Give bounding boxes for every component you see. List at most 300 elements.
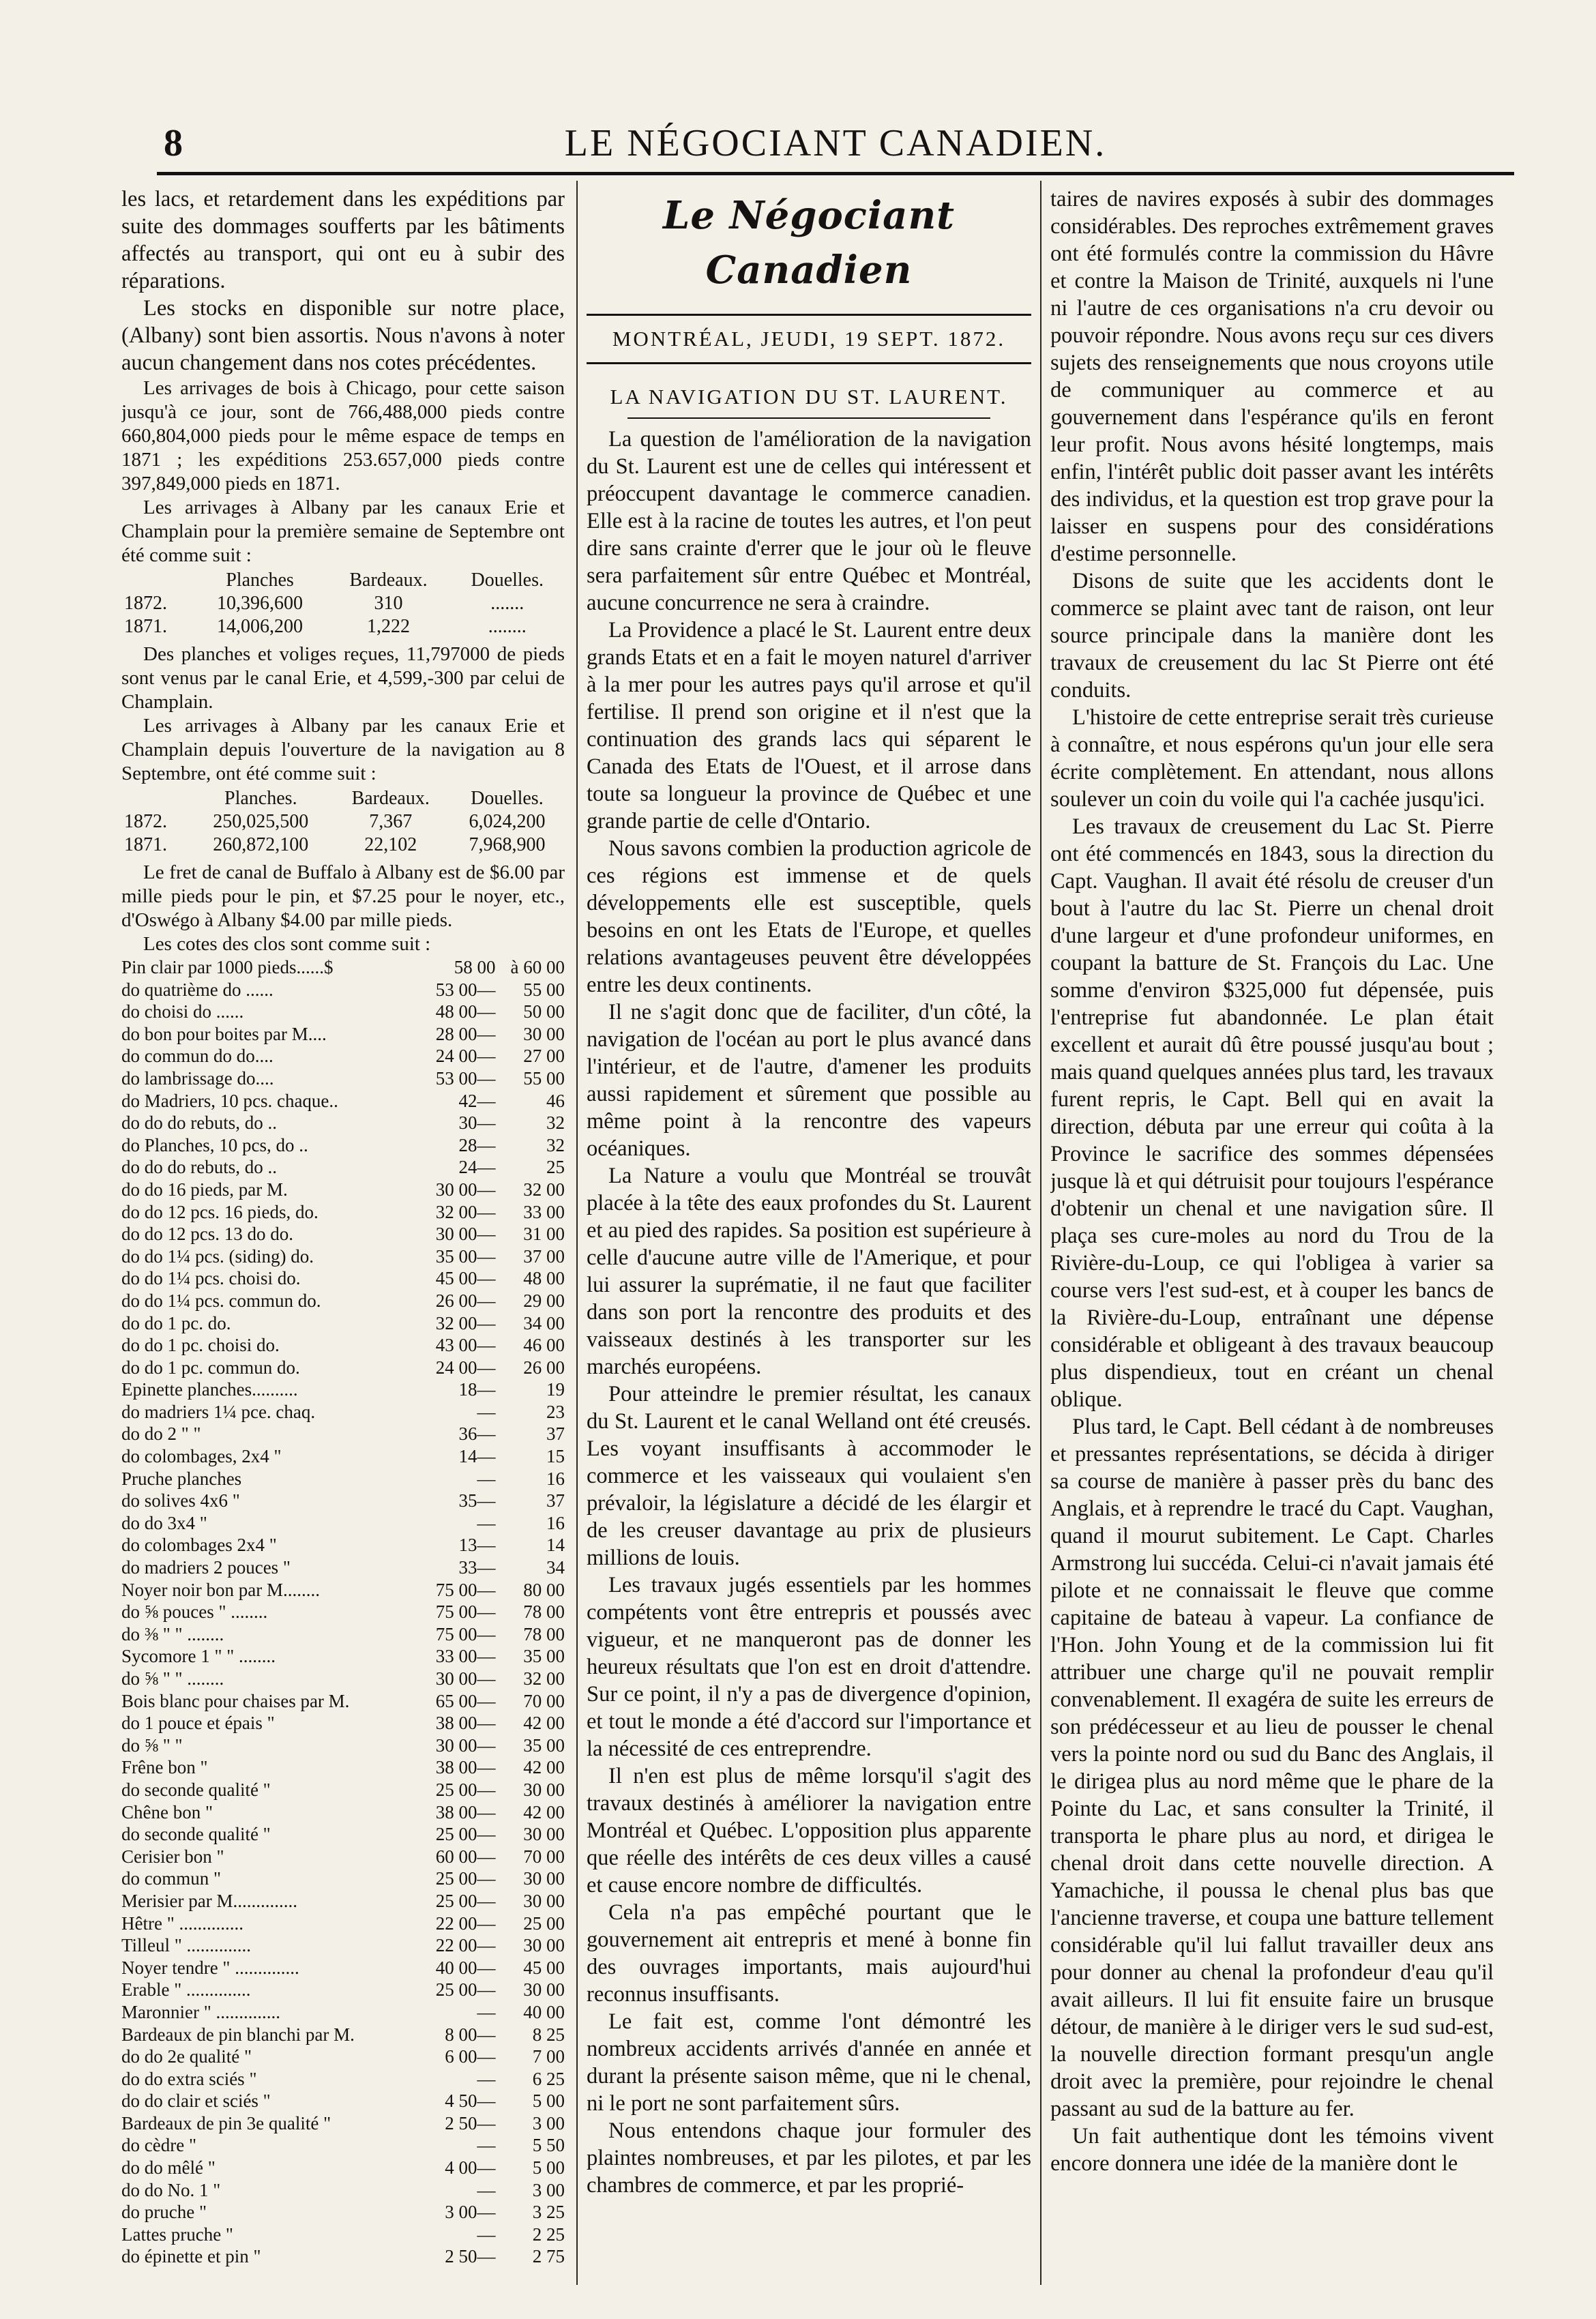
- price-item: do do 1¼ pcs. commun do.: [121, 1290, 321, 1311]
- editorial-column: [587, 186, 1031, 2279]
- price-item: do madriers 2 pouces ": [121, 1557, 291, 1578]
- running-title: LE NÉGOCIANT CANADIEN.: [564, 122, 1107, 164]
- price-item: Bois blanc pour chaises par M.: [121, 1690, 350, 1711]
- price-row: [121, 1934, 565, 1957]
- price-low: 40 00—: [435, 1957, 496, 1978]
- price-low: 42—: [458, 1090, 496, 1111]
- table-cell: .......: [490, 593, 524, 614]
- table-header: Bardeaux.: [349, 570, 428, 591]
- price-high: 35 00: [523, 1734, 565, 1756]
- price-item: Hêtre " ..............: [121, 1912, 243, 1934]
- price-item: do do 12 pcs. 16 pieds, do.: [121, 1201, 319, 1222]
- price-high: 27 00: [523, 1046, 565, 1067]
- price-high: 30 00: [523, 1824, 565, 1845]
- table-cell: 250,025,500: [213, 811, 309, 832]
- price-low: 30 00—: [435, 1179, 496, 1200]
- price-item: do commun do do....: [121, 1046, 274, 1067]
- price-item: do do extra sciés ": [121, 2068, 257, 2089]
- price-row: [121, 1556, 565, 1579]
- table-cell: 1871.: [124, 834, 167, 855]
- price-low: 53 00—: [435, 979, 496, 1000]
- price-item: do solives 4x6 ": [121, 1490, 240, 1511]
- price-high: 30 00: [523, 1979, 565, 2000]
- price-high: 42 00: [523, 1757, 565, 1778]
- price-high: 48 00: [523, 1268, 565, 1289]
- price-item: Epinette planches..........: [121, 1379, 298, 1400]
- price-low: 43 00—: [435, 1335, 496, 1356]
- price-low: 14—: [458, 1446, 496, 1467]
- price-row: [121, 1979, 565, 2001]
- table-cell: 6,024,200: [469, 811, 546, 832]
- price-high: 42 00: [523, 1713, 565, 1734]
- price-item: do quatrième do ......: [121, 979, 274, 1000]
- price-row: [121, 1334, 565, 1357]
- price-high: 32 00: [523, 1668, 565, 1689]
- price-item: Bardeaux de pin blanchi par M.: [121, 2024, 355, 2045]
- price-high: 37: [546, 1490, 565, 1511]
- price-low: 8 00—: [445, 2024, 496, 2045]
- price-item: do do 3x4 ": [121, 1512, 207, 1533]
- price-item: do do clair et sciés ": [121, 2091, 271, 2112]
- price-low: 65 00—: [435, 1690, 496, 1711]
- price-item: Maronnier " ..............: [121, 2001, 280, 2022]
- price-item: do do 12 pcs. 13 do do.: [121, 1224, 293, 1245]
- price-high: 30 00: [523, 1890, 565, 1911]
- price-row: [121, 1023, 565, 1046]
- paragraph: L'histoire de cette entreprise serait très curieuse à connaître, et nous espérons qu'un jour elle sera écrite complètement. En attendant, nous allons soulever un coin du voile qui l'a cachée jusqu'ici.: [1050, 705, 1494, 812]
- table-cell: 7,968,900: [469, 834, 546, 855]
- price-high: 30 00: [523, 1023, 565, 1044]
- price-item: do choisi do ......: [121, 1001, 244, 1022]
- price-item: do do 2e qualité ": [121, 2046, 252, 2067]
- price-low: —: [477, 1401, 496, 1422]
- price-low: 18—: [458, 1379, 496, 1400]
- dateline: MONTRÉAL, JEUDI, 19 SEPT. 1872.: [587, 314, 1031, 364]
- price-low: 33—: [458, 1557, 496, 1578]
- price-item: do Planches, 10 pcs, do ..: [121, 1134, 308, 1155]
- price-high: 37: [546, 1423, 565, 1445]
- article-body: [587, 426, 1031, 2199]
- price-high: 55 00: [523, 1067, 565, 1089]
- price-high: 5 00: [532, 2091, 565, 2112]
- price-low: 30 00—: [435, 1734, 496, 1756]
- price-item: Tilleul " ..............: [121, 1935, 252, 1956]
- price-row: [121, 1645, 565, 1668]
- price-row: [121, 1267, 565, 1290]
- price-item: do seconde qualité ": [121, 1779, 271, 1800]
- table-header: [121, 569, 192, 592]
- paragraph: Il n'en est plus de même lorsqu'il s'agit des travaux destinés à améliorer la navigation entre Montréal et Québec. L'opposition plus apparente que réelle des intérêts de ces deux villes a causé et cause encore nombre de difficultés.: [587, 1764, 1031, 1897]
- price-item: Frêne bon ": [121, 1757, 208, 1778]
- price-row: [121, 1468, 565, 1490]
- paragraph: Les stocks en disponible sur notre place, (Albany) sont bien assortis. Nous n'avons à noter aucun changement dans nos cotes précédentes.: [121, 296, 565, 375]
- lumber-price-table: [121, 956, 565, 2268]
- table-header: Planches.: [224, 788, 297, 809]
- price-high: 30 00: [523, 1779, 565, 1800]
- price-row: [121, 1512, 565, 1535]
- price-high: 78 00: [523, 1623, 565, 1644]
- continuation-column: [1050, 186, 1494, 2279]
- price-row: [121, 1912, 565, 1935]
- price-high: 3 00: [532, 2112, 565, 2133]
- price-row: [121, 1090, 565, 1112]
- price-high: 25 00: [523, 1912, 565, 1934]
- paragraph: Cela n'a pas empêché pourtant que le gouvernement ait entrepris et mené à bonne fin des ouvrages importants, mais aujourd'hui reconnus insuffisants.: [587, 1900, 1031, 2007]
- price-item: do colombages 2x4 ": [121, 1535, 277, 1556]
- price-row: [121, 1067, 565, 1090]
- paragraph: Nous savons combien la production agricole de ces régions est immense et de quels développements elle est susceptible, quels besoins en ont les Etats de l'Europe, et quelles relations avantageuses peuvent être développées entre les deux continents.: [587, 836, 1031, 997]
- table-cell: ........: [488, 616, 527, 637]
- price-high: 16: [546, 1512, 565, 1533]
- price-item: do do 16 pieds, par M.: [121, 1179, 288, 1200]
- price-item: Lattes pruche ": [121, 2224, 233, 2245]
- table-row: [121, 833, 565, 857]
- price-high: 70 00: [523, 1690, 565, 1711]
- price-high: 46 00: [523, 1335, 565, 1356]
- paragraph: Les cotes des clos sont comme suit :: [143, 933, 431, 955]
- price-row: [121, 1401, 565, 1423]
- paragraph: La Providence a placé le St. Laurent entre deux grands Etats et en a fait le moyen naturel d'arriver à la mer pour les autres pays qu'il arrose et qu'il fertilise. Il prend son origine et il n'est que la continuation des grands lacs qui séparent le Canada des Etats de l'Ouest, et il arrose dans toute sa longueur la province de Québec et une grande partie de celle d'Ontario.: [587, 618, 1031, 833]
- price-item: Noyer noir bon par M........: [121, 1579, 320, 1600]
- price-high: 33 00: [523, 1201, 565, 1222]
- price-high: 34: [546, 1557, 565, 1578]
- price-high: 23: [546, 1401, 565, 1422]
- price-low: 38 00—: [435, 1801, 496, 1822]
- column-rule-2: [1040, 181, 1041, 2285]
- paragraph: Disons de suite que les accidents dont le commerce se plaint avec tant de raison, ont leur source principale dans la manière dont les travaux de creusement du lac St Pierre ont été conduits.: [1050, 569, 1494, 703]
- price-low: 24 00—: [435, 1046, 496, 1067]
- paragraph: La question de l'amélioration de la navigation du St. Laurent est une de celles qui intéressent et préoccupent davantage le commerce canadien. Elle est à la racine de toutes les autres, et l'on peut dire sans crainte d'errer que le jour où le fleuve sera parfaitement sûr entre Québec et Montréal, aucune concurrence ne sera à craindre.: [587, 427, 1031, 615]
- price-low: 4 00—: [445, 2157, 496, 2178]
- price-row: [121, 1690, 565, 1713]
- price-item: Chêne bon ": [121, 1801, 213, 1822]
- price-low: 22 00—: [435, 1935, 496, 1956]
- paragraph: Les arrivages à Albany par les canaux Erie et Champlain pour la première semaine de Septembre ont été comme suit :: [121, 497, 565, 566]
- price-low: —: [477, 2001, 496, 2022]
- price-row: [121, 1712, 565, 1734]
- price-row: [121, 1846, 565, 1868]
- paragraph: Les arrivages à Albany par les canaux Erie et Champlain depuis l'ouverture de la navigation au 8 Septembre, ont été comme suit :: [121, 715, 565, 784]
- price-high: 50 00: [523, 1001, 565, 1022]
- price-low: 25 00—: [435, 1868, 496, 1889]
- price-high: 35 00: [523, 1646, 565, 1667]
- price-row: [121, 2245, 565, 2268]
- paragraph: Les arrivages de bois à Chicago, pour cette saison jusqu'à ce jour, sont de 766,488,000 pieds contre 660,804,000 pieds pour le même espace de temps en 1871 ; les expéditions 253.657,000 pieds contre 397,849,000 pieds en 1871.: [121, 377, 565, 494]
- price-row: [121, 1623, 565, 1646]
- paragraph: Plus tard, le Capt. Bell cédant à de nombreuses et pressantes représentations, se décida à diriger sa course de manière à passer près du banc des Anglais, et à reprendre le tracé du Capt. Vaughan, quand il mourut subitement. Le Capt. Charles Armstrong lui succéda. Celui-ci n'avait jamais été pilote et ne connaissait le fleuve que comme capitaine de bateau à vapeur. La confiance de l'Hon. John Young et de la commission lui fit attribuer une charge qu'il ne pouvait remplir convenablement. Il exagéra de suite les erreurs de son prédécesseur et au lieu de pousser le chenal vers la pointe nord ou sud du Banc des Anglais, il le dirigea plus au nord même que le phare de la Pointe du Lac, et sans consulter la Trinité, il transporta le phare plus au nord, et dirigea le chenal droit dans cette nouvelle direction. A Yamachiche, il poussa le chenal plus bas que l'ancienne traverse, et coupa une batture tellement considérable qu'il lui fallut travailler deux ans pour donner au chenal la profondeur d'eau qu'il avait ailleurs. Il lui fit ensuite faire un brusque détour, de manière à le diriger vers le sud sud-est, la nouvelle direction formant presqu'un angle droit avec la première, pour rejoindre le chenal passant au sud de la batture au fer.: [1050, 1415, 1494, 2121]
- price-low: 24 00—: [435, 1357, 496, 1378]
- price-row: [121, 1823, 565, 1846]
- price-item: do épinette et pin ": [121, 2246, 261, 2267]
- price-item: do lambrissage do....: [121, 1067, 274, 1089]
- table-cell: 7,367: [369, 811, 413, 832]
- price-high: 30 00: [523, 1868, 565, 1889]
- table-cell: 260,872,100: [213, 834, 309, 855]
- paragraph: les lacs, et retardement dans les expéditions par suite des dommages soufferts par les bâtiments affectés au transport, qui ont eu à subir des réparations.: [121, 187, 565, 293]
- price-low: 28—: [458, 1134, 496, 1155]
- paragraph: Pour atteindre le premier résultat, les canaux du St. Laurent et le canal Welland ont été creusés. Les voyant insuffisants à accommoder le commerce et les vaisseaux qui voulaient s'en prévaloir, la législature a décidé de les élargir et de les creuser davantage au prix de plusieurs millions de louis.: [587, 1382, 1031, 1570]
- price-row: [121, 2201, 565, 2224]
- price-item: do seconde qualité ": [121, 1824, 271, 1845]
- table-cell: 1872.: [124, 811, 167, 832]
- paragraph: Nous entendons chaque jour formuler des plaintes nombreuses, et par les pilotes, et par les chambres de commerce, et par les proprié-: [587, 2118, 1031, 2198]
- price-row: [121, 2090, 565, 2112]
- price-low: —: [477, 2068, 496, 2089]
- price-item: Sycomore 1 " " ........: [121, 1646, 276, 1667]
- price-low: 75 00—: [435, 1579, 496, 1600]
- price-low: 25 00—: [435, 1890, 496, 1911]
- price-item: do do mêlé ": [121, 2157, 216, 2178]
- paragraph: taires de navires exposés à subir des dommages considérables. Des reproches extrêmement graves ont été formulés contre la commission du Hâvre et contre la Maison de Trinité, auxquels ni l'une ni l'autre de ces organisations n'a cru devoir ou pouvoir répondre. Nous avons reçu sur ces divers sujets des renseignements que nous croyons utile de communiquer au commerce et au gouvernement dans l'espérance qu'ils en feront leur profit. Nous avons hésité longtemps, mais enfin, l'intérêt public doit passer avant les intérêts des individus, et la question est trop grave pour la laisser en suspens pour des considérations d'estime personnelle.: [1050, 187, 1494, 566]
- price-low: 25 00—: [435, 1779, 496, 1800]
- price-high: 70 00: [523, 1846, 565, 1867]
- price-high: 80 00: [523, 1579, 565, 1600]
- price-low: 30 00—: [435, 1224, 496, 1245]
- price-row: [121, 2179, 565, 2202]
- price-high: 8 25: [532, 2024, 565, 2045]
- price-low: —: [477, 1512, 496, 1533]
- table-header: Bardeaux.: [351, 788, 430, 809]
- price-row: [121, 2024, 565, 2046]
- price-item: do commun ": [121, 1868, 222, 1889]
- table-cell: 1,222: [367, 616, 411, 637]
- price-item: Noyer tendre " ..............: [121, 1957, 299, 1978]
- price-row: [121, 1245, 565, 1268]
- price-low: 45 00—: [435, 1268, 496, 1289]
- price-low: 30 00—: [435, 1668, 496, 1689]
- albany-season-arrivals-table: [121, 787, 565, 857]
- price-high: 2 25: [532, 2224, 565, 2245]
- paragraph: Il ne s'agit donc que de faciliter, d'un côté, la navigation de l'océan au port le plus avancé dans l'intérieur, et de l'autre, d'amener les produits aussi rapidement et sûrement que possible au même point à la rencontre des vapeurs océaniques.: [587, 1000, 1031, 1161]
- price-row: [121, 2112, 565, 2135]
- price-row: [121, 1601, 565, 1623]
- price-low: 35—: [458, 1490, 496, 1511]
- price-low: 3 00—: [445, 2202, 496, 2223]
- price-low: 30—: [458, 1112, 496, 1134]
- price-low: —: [477, 2179, 496, 2200]
- price-row: [121, 1801, 565, 1824]
- price-item: Erable " ..............: [121, 1979, 251, 2000]
- price-item: do ⅜ " " ........: [121, 1623, 224, 1644]
- paragraph: La Nature a voulu que Montréal se trouvât placée à la tête des eaux profondes du St. Laurent et au pied des rapides. Sa position est supérieure à celle d'aucune autre ville de l'Amerique, et pour lui assurer la suprématie, il ne faut que faciliter dans son port la rencontre des produits et des vaisseaux destinés à les transporter sur les marchés européens.: [587, 1164, 1031, 1379]
- price-high: 78 00: [523, 1601, 565, 1623]
- price-row: [121, 1867, 565, 1890]
- price-row: [121, 1357, 565, 1379]
- price-low: 60 00—: [435, 1846, 496, 1867]
- price-item: Merisier par M..............: [121, 1890, 297, 1911]
- price-row: [121, 2045, 565, 2068]
- price-low: —: [477, 1468, 496, 1489]
- price-row: [121, 1112, 565, 1134]
- price-low: 32 00—: [435, 1312, 496, 1333]
- price-row: [121, 1423, 565, 1445]
- paragraph: Le fret de canal de Buffalo à Albany est de $6.00 par mille pieds pour le pin, et $7.25 pour le noyer, etc., d'Oswégo à Albany $4.00 par mille pieds.: [121, 861, 565, 931]
- paragraph: Des planches et voliges reçues, 11,797000 de pieds sont venus par le canal Erie, et 4,599,-300 par celui de Champlain.: [121, 643, 565, 713]
- market-report-column: [121, 186, 565, 2279]
- article-heading: LA NAVIGATION DU ST. LAURENT.: [610, 385, 1008, 409]
- price-item: do colombages, 2x4 ": [121, 1446, 282, 1467]
- price-high: 32 00: [523, 1179, 565, 1200]
- price-high: 34 00: [523, 1312, 565, 1333]
- table-cell: 1871.: [124, 616, 167, 637]
- price-high: 16: [546, 1468, 565, 1489]
- table-header: [121, 787, 190, 810]
- price-low: 26 00—: [435, 1290, 496, 1311]
- price-item: do do 1¼ pcs. choisi do.: [121, 1268, 301, 1289]
- price-row: [121, 1445, 565, 1468]
- price-item: do do 1 pc. choisi do.: [121, 1335, 280, 1356]
- price-row: [121, 1890, 565, 1912]
- price-row: [121, 2068, 565, 2091]
- price-row: [121, 1957, 565, 1979]
- price-item: Pin clair par 1000 pieds......$: [121, 957, 334, 977]
- price-row: [121, 2001, 565, 2024]
- price-low: 38 00—: [435, 1757, 496, 1778]
- price-row: [121, 1179, 565, 1201]
- price-high: 32: [546, 1134, 565, 1155]
- price-low: 53 00—: [435, 1067, 496, 1089]
- price-item: do ⅝ " ": [121, 1734, 183, 1756]
- table-header-row: [121, 787, 565, 810]
- price-row: [121, 1734, 565, 1757]
- price-item: do 1 pouce et épais ": [121, 1713, 275, 1734]
- price-high: 3 00: [532, 2179, 565, 2200]
- price-low: 33 00—: [435, 1646, 496, 1667]
- price-high: 46: [546, 1090, 565, 1111]
- price-item: do cèdre ": [121, 2135, 196, 2156]
- table-cell: 10,396,600: [217, 593, 303, 614]
- price-low: 2 50—: [445, 2246, 496, 2267]
- price-high: 14: [546, 1535, 565, 1556]
- table-header-row: [121, 569, 565, 592]
- price-high: 30 00: [523, 1935, 565, 1956]
- price-low: 22 00—: [435, 1912, 496, 1934]
- price-item: Cerisier bon ": [121, 1846, 224, 1867]
- price-row: [121, 2157, 565, 2179]
- price-item: do ⅝ " " ........: [121, 1668, 224, 1689]
- price-low: 32 00—: [435, 1201, 496, 1222]
- price-low: 25 00—: [435, 1979, 496, 2000]
- price-low: 75 00—: [435, 1601, 496, 1623]
- price-high: 25: [546, 1157, 565, 1178]
- price-row: [121, 1290, 565, 1312]
- price-item: do do 1¼ pcs. (siding) do.: [121, 1245, 314, 1267]
- price-item: do do 1 pc. commun do.: [121, 1357, 300, 1378]
- table-row: [121, 810, 565, 833]
- price-low: 4 50—: [445, 2091, 496, 2112]
- price-item: do do 1 pc. do.: [121, 1312, 231, 1333]
- table-header: Douelles.: [471, 570, 544, 591]
- price-row: [121, 956, 565, 979]
- price-low: —: [477, 2224, 496, 2245]
- price-high: 40 00: [523, 2001, 565, 2022]
- masthead: Le Négociant Canadien: [662, 193, 956, 293]
- price-row: [121, 1779, 565, 1801]
- price-high: 6 25: [532, 2068, 565, 2089]
- price-low: 28 00—: [435, 1023, 496, 1044]
- price-high: 45 00: [523, 1957, 565, 1978]
- price-high: 5 00: [532, 2157, 565, 2178]
- paragraph: Les travaux de creusement du Lac St. Pierre ont été commencés en 1843, sous la direction du Capt. Vaughan. Il avait été résolu de creuser d'un bout à l'autre du lac St. Pierre un chenal droit d'une largeur et d'une profondeur uniformes, en coupant la batture de St. François du Lac. Une somme d'environ $325,000 fut dépensée, puis l'entreprise fut abandonnée. Le plan était excellent et aurait dû être poussé jusqu'au bout ; mais quand quelques années plus tard, les travaux furent repris, le Capt. Bell qui en avait la direction, débuta par une erreur qui coûta à la Province le sacrifice des sommes dépensées jusque là et qui détruisit pour toujours l'espérance d'obtenir un chenal et une navigation sûre. Il plaça ses cure-moles au nord du Trou de la Rivière-du-Loup, ce qui l'obligea à varier sa course vers l'est sud-est, et à couper les bancs de la Rivière-du-Loup, entraînant une dépense considérable et obligeant à des travaux beaucoup plus dispendieux, tout en créant un chenal oblique.: [1050, 814, 1494, 1412]
- price-row: [121, 1312, 565, 1335]
- price-row: [121, 1201, 565, 1224]
- price-row: [121, 1045, 565, 1067]
- price-low: 6 00—: [445, 2046, 496, 2067]
- price-low: 2 50—: [445, 2112, 496, 2133]
- running-header: [157, 121, 1514, 169]
- price-item: do do do rebuts, do ..: [121, 1157, 277, 1178]
- price-high: 55 00: [523, 979, 565, 1000]
- price-high: 3 25: [532, 2202, 565, 2223]
- price-row: [121, 1579, 565, 1601]
- heading-rule: [627, 417, 990, 419]
- price-low: 25 00—: [435, 1824, 496, 1845]
- price-row: [121, 2224, 565, 2246]
- price-high: 7 00: [532, 2046, 565, 2067]
- price-high: 26 00: [523, 1357, 565, 1378]
- price-row: [121, 1378, 565, 1401]
- paragraph: Les travaux jugés essentiels par les hommes compétents vont être entrepris et poussés avec vigueur, et ne manqueront pas de donner les heureux résultats que l'on est en droit d'attendre. Sur ce point, il n'y a pas de divergence d'opinion, et tout le monde a été d'accord sur l'importance et la nécessité de ces entreprendre.: [587, 1573, 1031, 1761]
- price-high: à 60 00: [510, 957, 565, 977]
- price-item: do ⅝ pouces " ........: [121, 1601, 268, 1623]
- price-high: 37 00: [523, 1245, 565, 1267]
- price-high: 42 00: [523, 1801, 565, 1822]
- price-high: 19: [546, 1379, 565, 1400]
- price-low: 13—: [458, 1535, 496, 1556]
- price-item: do pruche ": [121, 2202, 207, 2223]
- price-low: 36—: [458, 1423, 496, 1445]
- price-item: do do do rebuts, do ..: [121, 1112, 277, 1134]
- price-low: 24—: [458, 1157, 496, 1178]
- price-row: [121, 1534, 565, 1556]
- price-row: [121, 1156, 565, 1179]
- price-high: 15: [546, 1446, 565, 1467]
- price-item: Pruche planches: [121, 1468, 242, 1489]
- article-continuation: [1050, 186, 1494, 2177]
- price-row: [121, 1756, 565, 1779]
- price-row: [121, 979, 565, 1001]
- price-item: Bardeaux de pin 3e qualité ": [121, 2112, 331, 2133]
- table-header: Douelles.: [471, 788, 544, 809]
- price-row: [121, 1134, 565, 1157]
- price-item: do bon pour boites par M....: [121, 1023, 327, 1044]
- albany-weekly-arrivals-table: [121, 569, 565, 638]
- page-number: 8: [164, 122, 183, 164]
- table-row: [121, 592, 565, 615]
- price-item: do do 2 " ": [121, 1423, 201, 1445]
- price-high: 5 50: [532, 2135, 565, 2156]
- price-low: 35 00—: [435, 1245, 496, 1267]
- price-row: [121, 2134, 565, 2157]
- price-low: 75 00—: [435, 1623, 496, 1644]
- price-low: —: [477, 2135, 496, 2156]
- price-row: [121, 1490, 565, 1512]
- price-low: 38 00—: [435, 1713, 496, 1734]
- table-cell: 22,102: [364, 834, 417, 855]
- table-header: Planches: [226, 570, 294, 591]
- price-high: 2 75: [532, 2246, 565, 2267]
- table-cell: 310: [374, 593, 403, 614]
- header-rule: [157, 172, 1514, 175]
- column-rule-1: [576, 181, 578, 2285]
- price-high: 32: [546, 1112, 565, 1134]
- paragraph: Un fait authentique dont les témoins vivent encore donnera une idée de la manière dont le: [1050, 2124, 1494, 2176]
- price-high: 31 00: [523, 1224, 565, 1245]
- price-high: 29 00: [523, 1290, 565, 1311]
- price-row: [121, 1001, 565, 1023]
- price-low: 48 00—: [435, 1001, 496, 1022]
- price-item: do madriers 1¼ pce. chaq.: [121, 1401, 316, 1422]
